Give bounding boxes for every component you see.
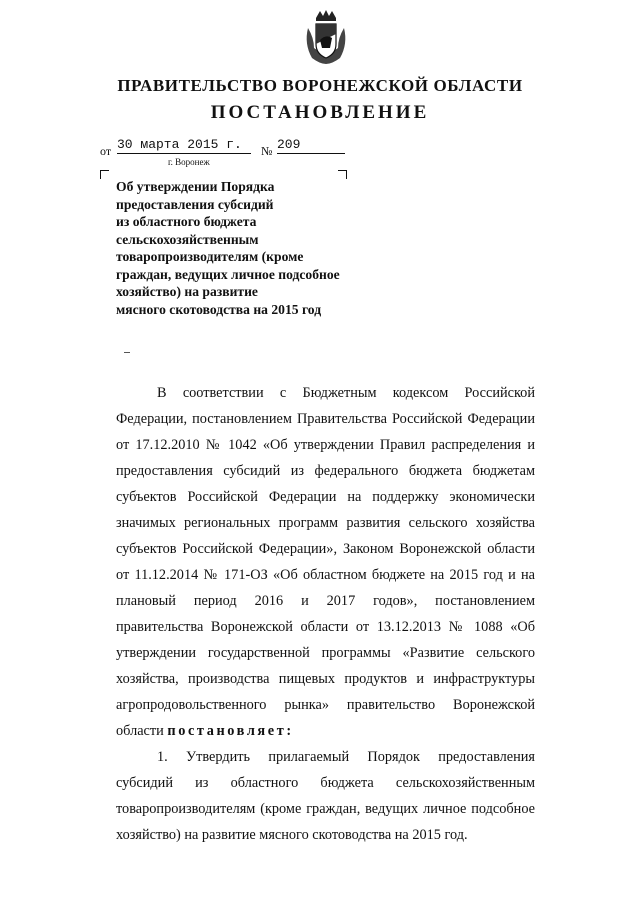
subject-line: мясного скотоводства на 2015 год xyxy=(116,301,322,317)
document-type: ПОСТАНОВЛЕНИЕ xyxy=(210,102,430,123)
city-label: г. Воронеж xyxy=(168,157,210,167)
coat-of-arms-emblem xyxy=(302,8,350,66)
document-number: 209 xyxy=(277,137,345,154)
scan-speck xyxy=(124,352,130,353)
subject-line: граждан, ведущих личное подсобное xyxy=(116,266,340,282)
subject-line: Об утверждении Порядка xyxy=(116,179,275,194)
government-title: ПРАВИТЕЛЬСТВО ВОРОНЕЖСКОЙ ОБЛАСТИ xyxy=(117,76,523,95)
subject-line: из областного бюджета xyxy=(116,214,257,229)
preamble-text: В соответствии с Бюджетным кодексом Российской Федерации, постановлением Правительства Российской Федерации от 17.12.2010 № 1042 «Об утверждении Правил распределения и предоставления субсидий из федерального бюджета бюджетам субъектов Российской Федерации на поддержку экономически значимых региональных программ развития сельского хозяйства субъектов Российской Федерации», Законом Воронежской области от 11.12.2014 № 171-ОЗ «Об областном бюджете на 2015 год и на плановый период 2016 и 2017 годов», постановлением правительства Воронежской области от 13.12.2013 № 1088 «Об утверждении государственной программы «Развитие сельского хозяйства, производства пищевых продуктов и инфраструктуры агропродовольственного рынка» правительство Воронежской области xyxy=(116,385,535,739)
document-body xyxy=(116,380,535,848)
subject-line: предоставления субсидий xyxy=(116,196,274,212)
number-label: № xyxy=(261,144,273,158)
subject-line: сельскохозяйственным xyxy=(116,231,259,247)
item-1-paragraph: 1. Утвердить прилагаемый Порядок предоставления субсидий из областного бюджета сельскохозяйственным товаропроизводителям (кроме граждан, ведущих личное подсобное хозяйство) на развитие мясного скотоводства на 2015 год. xyxy=(116,749,535,843)
date-from-label: от xyxy=(100,144,112,158)
subject-line: товаропроизводителям (кроме xyxy=(116,249,304,264)
subject-line: хозяйство) на развитие xyxy=(116,284,258,299)
preamble-paragraph xyxy=(116,380,535,744)
subject-bracket-left xyxy=(100,170,109,179)
document-date: 30 марта 2015 г. xyxy=(117,137,251,154)
decree-word: постановляет: xyxy=(167,723,294,739)
document-subject xyxy=(116,178,386,318)
